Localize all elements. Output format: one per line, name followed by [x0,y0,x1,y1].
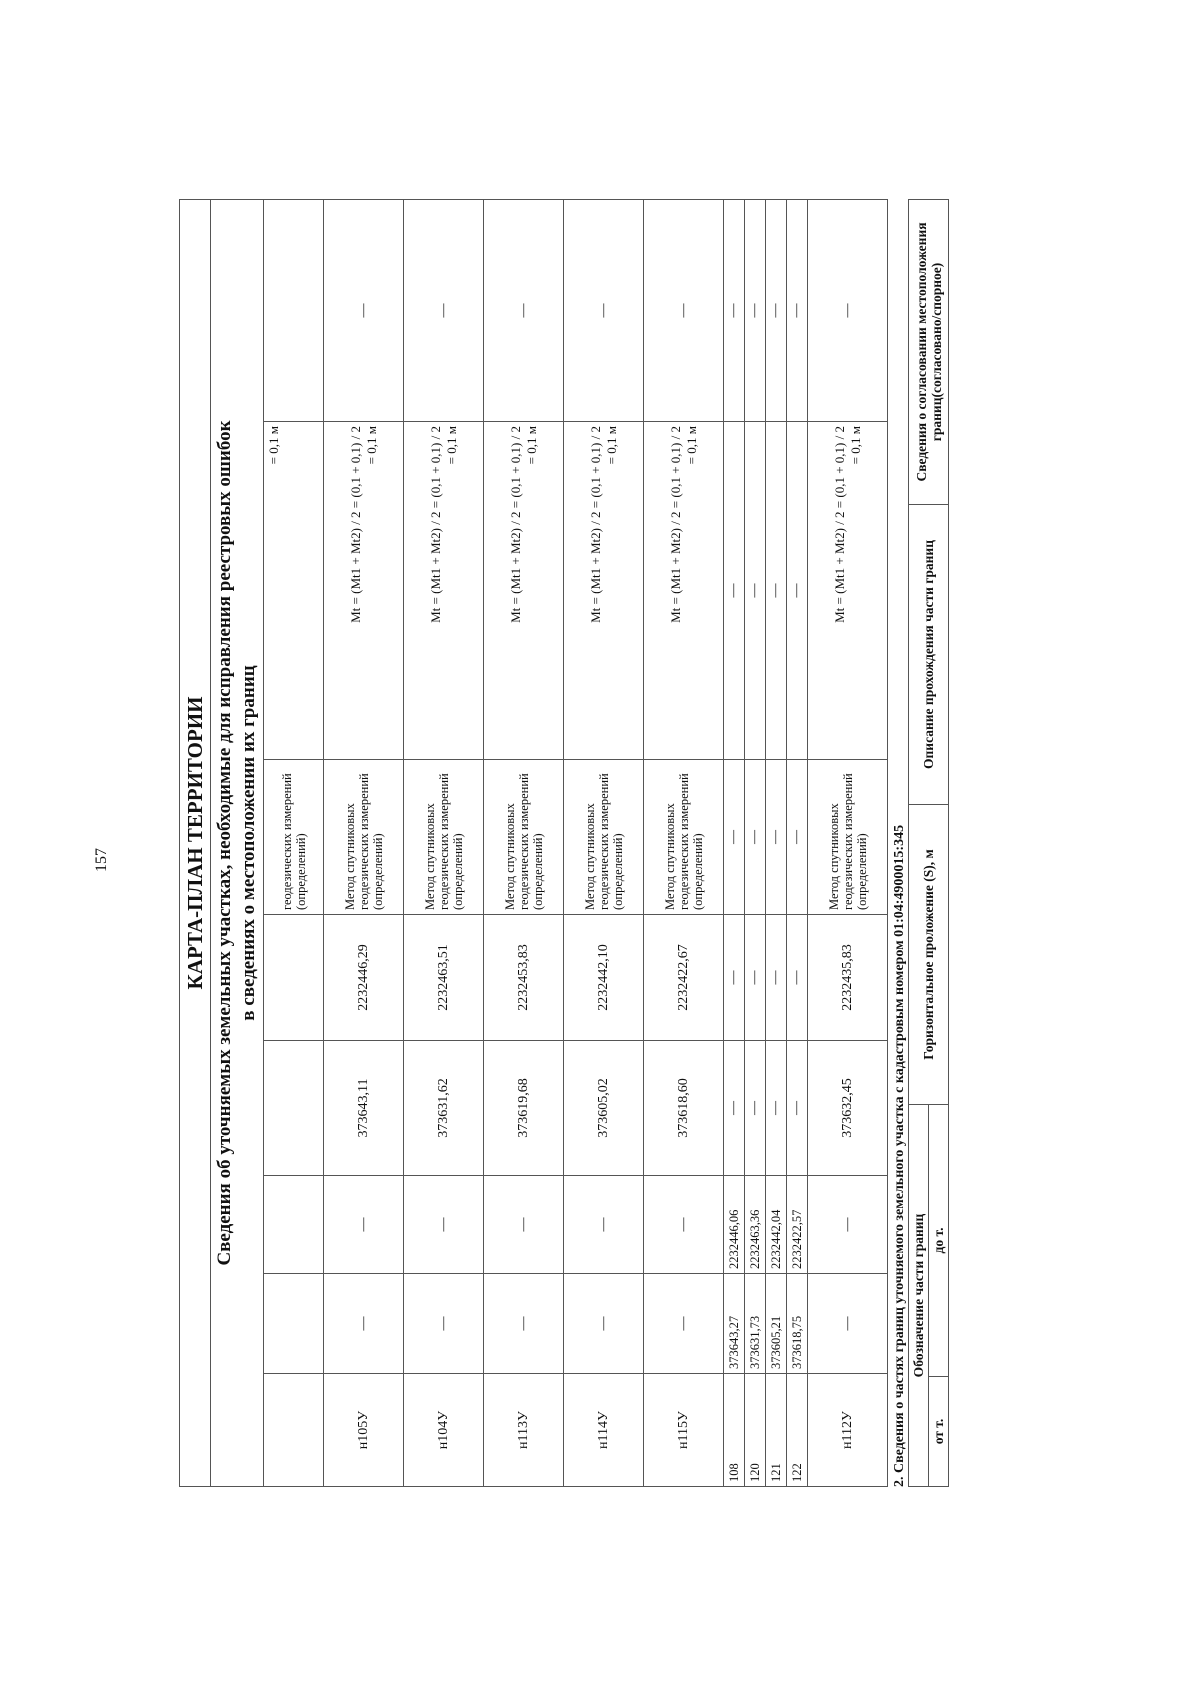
error-formula: Mt = (Mt1 + Mt2) / 2 = (0,1 + 0,1) / 2 [347,426,363,623]
section-2-table [908,199,949,1487]
col-length: Горизонтальное проложение (S), м [909,804,949,1104]
new-x-cell: — [787,1041,808,1176]
new-y-cell: 2232463,51 [404,915,484,1041]
col-designation: Обозначение части границ [909,1104,929,1486]
error-cell [404,422,484,760]
new-x-cell: 373643,11 [324,1041,404,1176]
note-cell: — [724,199,745,421]
new-y-cell: 2232442,10 [564,915,644,1041]
point-name-cell: 120 [745,1374,766,1487]
point-name-cell: н112У [808,1374,888,1487]
old-x-cell: 373605,21 [766,1274,787,1374]
error-cell [644,422,724,760]
point-name-cell: н104У [404,1374,484,1487]
method-cell: — [745,760,766,915]
point-name-cell: 108 [724,1374,745,1487]
col-to: до т. [929,1104,949,1376]
table-row [324,199,404,1486]
old-y-cell: — [484,1176,564,1274]
error-result: = 0,1 м [603,426,619,465]
point-name-cell: н113У [484,1374,564,1487]
point-name-cell: 122 [787,1374,808,1487]
col-agreement: Сведения о согласовании местоположения границ(согласовано/спорное) [909,199,949,504]
error-result: = 0,1 м [443,426,459,465]
old-y-cell: 2232463,36 [745,1176,766,1274]
table-row [564,199,644,1486]
point-name-cell: н114У [564,1374,644,1487]
method-cell: — [766,760,787,915]
method-cell: Метод спутниковых геодезических измерений (определений) [564,760,644,915]
note-cell: — [808,199,888,421]
error-cell: = 0,1 м [264,422,324,760]
error-formula: Mt = (Mt1 + Mt2) / 2 = (0,1 + 0,1) / 2 [667,426,683,623]
table-subtitle [211,199,264,1486]
old-x-cell: 373643,27 [724,1274,745,1374]
method-cell: Метод спутниковых геодезических измерений (определений) [404,760,484,915]
subtitle-line-2: в сведениях о местоположении их границ [238,665,259,1021]
new-x-cell: 373618,60 [644,1041,724,1176]
error-result: = 0,1 м [847,426,863,465]
new-x-cell: 373605,02 [564,1041,644,1176]
table-row-existing [787,199,808,1486]
new-x-cell: — [745,1041,766,1176]
old-y-cell: — [404,1176,484,1274]
subtitle-line-1: Сведения об уточняемых земельных участках, необходимые для исправления реестровых ошибок [214,420,235,1266]
new-x-cell: 373632,45 [808,1041,888,1176]
note-cell: — [745,199,766,421]
point-name-cell: 121 [766,1374,787,1487]
old-y-cell: 2232442,04 [766,1176,787,1274]
rotated-table-area [179,200,959,1487]
note-cell: — [787,199,808,421]
method-cell: Метод спутниковых геодезических измерений (определений) [644,760,724,915]
error-formula: Mt = (Mt1 + Mt2) / 2 = (0,1 + 0,1) / 2 [507,426,523,623]
method-cell: Метод спутниковых геодезических измерений (определений) [484,760,564,915]
table-row [404,199,484,1486]
old-x-cell: — [808,1274,888,1374]
note-cell: — [644,199,724,421]
old-x-cell: — [484,1274,564,1374]
new-y-cell: 2232435,83 [808,915,888,1041]
point-name-cell: н105У [324,1374,404,1487]
error-cell [324,422,404,760]
error-cell: — [745,422,766,760]
old-x-cell: — [644,1274,724,1374]
new-y-cell: — [766,915,787,1041]
document-title: КАРТА-ПЛАН ТЕРРИТОРИИ [180,199,211,1486]
error-cell: — [787,422,808,760]
new-x-cell: 373619,68 [484,1041,564,1176]
method-cell: геодезических измерений (определений) [264,760,324,915]
note-cell: — [564,199,644,421]
old-y-cell: 2232422,57 [787,1176,808,1274]
old-x-cell: 373631,73 [745,1274,766,1374]
table-row-final [808,199,888,1486]
error-result: = 0,1 м [683,426,699,465]
method-cell: Метод спутниковых геодезических измерений (определений) [808,760,888,915]
error-cell [808,422,888,760]
old-y-cell: — [644,1176,724,1274]
old-x-cell: 373618,75 [787,1274,808,1374]
old-y-cell: 2232446,06 [724,1176,745,1274]
old-y-cell: — [564,1176,644,1274]
table-row [644,199,724,1486]
point-name-cell: н115У [644,1374,724,1487]
method-cell: — [724,760,745,915]
table-row-partial [264,199,324,1486]
old-x-cell: — [324,1274,404,1374]
section-2-title: 2. Сведения о частях границ уточняемого земельного участка с кадастровым номером 01:04:4900015:345 [892,824,907,1487]
note-cell: — [484,199,564,421]
error-cell [564,422,644,760]
new-y-cell: — [787,915,808,1041]
error-formula: Mt = (Mt1 + Mt2) / 2 = (0,1 + 0,1) / 2 [587,426,603,623]
error-formula: Mt = (Mt1 + Mt2) / 2 = (0,1 + 0,1) / 2 [427,426,443,623]
method-cell: Метод спутниковых геодезических измерений (определений) [324,760,404,915]
error-result: = 0,1 м [363,426,379,465]
new-y-cell: — [724,915,745,1041]
note-cell: — [766,199,787,421]
col-description: Описание прохождения части границ [909,504,949,804]
error-cell [484,422,564,760]
method-cell: — [787,760,808,915]
table-row-existing [724,199,745,1486]
table-row [484,199,564,1486]
error-cell: — [724,422,745,760]
note-cell: — [324,199,404,421]
error-result: = 0,1 м [523,426,539,465]
old-x-cell: — [564,1274,644,1374]
error-formula: Mt = (Mt1 + Mt2) / 2 = (0,1 + 0,1) / 2 [831,426,847,623]
note-cell: — [404,199,484,421]
new-x-cell: — [724,1041,745,1176]
new-y-cell: — [745,915,766,1041]
old-x-cell: — [404,1274,484,1374]
error-cell: — [766,422,787,760]
boundary-points-table [179,199,888,1487]
new-y-cell: 2232422,67 [644,915,724,1041]
col-from: от т. [929,1377,949,1487]
table-row-existing [766,199,787,1486]
new-y-cell: 2232453,83 [484,915,564,1041]
table-row-existing [745,199,766,1486]
new-y-cell: 2232446,29 [324,915,404,1041]
page-number: 157 [93,848,110,872]
old-y-cell: — [324,1176,404,1274]
new-x-cell: — [766,1041,787,1176]
new-x-cell: 373631,62 [404,1041,484,1176]
old-y-cell: — [808,1176,888,1274]
